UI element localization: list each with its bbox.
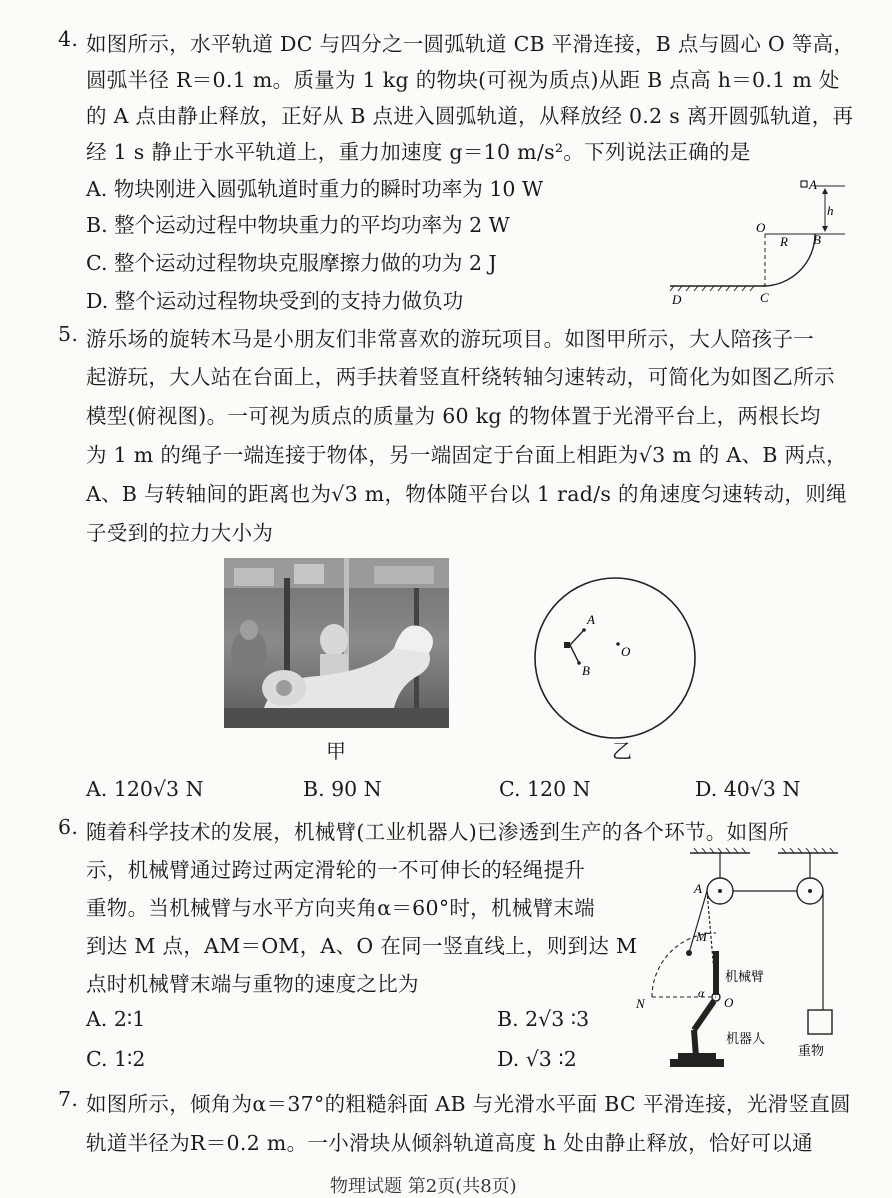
- robot-base-icon: [678, 1053, 716, 1059]
- q6-option-c[interactable]: C. 1∶2: [86, 1047, 146, 1071]
- q6-number: 6.: [58, 815, 79, 839]
- carousel-photo: [224, 558, 449, 728]
- label-o: O: [621, 644, 631, 659]
- label-b: B: [813, 232, 821, 247]
- q4-number: 4.: [58, 27, 79, 51]
- q6-stem-line-5: 点时机械臂末端与重物的速度之比为: [86, 972, 419, 996]
- label-robot: 机器人: [726, 1031, 766, 1046]
- label-b: B: [582, 663, 590, 678]
- q4-figure-track-diagram: [660, 170, 850, 310]
- q6-stem-line-1: 随着科学技术的发展，机械臂(工业机器人)已渗透到生产的各个环节。如图所: [86, 820, 789, 844]
- q6-stem-line-2: 示，机械臂通过跨过两定滑轮的一不可伸长的轻绳提升: [86, 858, 586, 882]
- q6-option-b[interactable]: B. 2√3 ∶3: [497, 1007, 590, 1031]
- q5-option-c[interactable]: C. 120 N: [499, 777, 591, 801]
- q7-number: 7.: [58, 1087, 79, 1111]
- q4-stem-line-4: 经 1 s 静止于水平轨道上，重力加速度 g＝10 m/s²。下列说法正确的是: [86, 140, 751, 164]
- label-alpha: α: [698, 986, 705, 1000]
- q5-stem-line-4: 为 1 m 的绳子一端连接于物体，另一端固定于台面上相距为√3 m 的 A、B 两点，: [86, 443, 847, 467]
- q4-option-c[interactable]: C. 整个运动过程物块克服摩擦力做的功为 2 J: [86, 251, 497, 275]
- label-a: A: [587, 612, 595, 627]
- q5-stem-line-6: 子受到的拉力大小为: [86, 521, 274, 545]
- q5-stem-line-2: 起游玩，大人站在台面上，两手扶着竖直杆绕转轴匀速转动，可简化为如图乙所示: [86, 365, 835, 389]
- q6-stem-line-4: 到达 M 点，AM＝OM，A、O 在同一竖直线上，则到达 M: [86, 934, 638, 958]
- label-o: O: [756, 220, 766, 235]
- object-mass-icon: [564, 642, 570, 648]
- weight-block-icon: [808, 1010, 832, 1034]
- q5-number: 5.: [58, 322, 79, 346]
- label-o: O: [724, 995, 734, 1010]
- q6-figure-robot-arm: [630, 845, 850, 1075]
- q4-stem-line-1: 如图所示，水平轨道 DC 与四分之一圆弧轨道 CB 平滑连接，B 点与圆心 O 等高，: [86, 32, 855, 56]
- caption-yi: 乙: [612, 739, 632, 763]
- label-weight: 重物: [798, 1043, 825, 1058]
- label-d: D: [672, 292, 682, 307]
- q4-option-d[interactable]: D. 整个运动过程物块受到的支持力做负功: [86, 289, 464, 313]
- q5-figure-top-view: [530, 570, 705, 745]
- q4-stem-line-3: 的 A 点由静止释放，正好从 B 点进入圆弧轨道，从释放经 0.2 s 离开圆弧轨道，再: [86, 104, 854, 128]
- q5-stem-line-3: 模型(俯视图)。一可视为质点的质量为 60 kg 的物体置于光滑平台上，两根长均: [86, 404, 821, 428]
- label-n: N: [636, 996, 645, 1011]
- q6-option-d[interactable]: D. √3 ∶2: [497, 1047, 577, 1071]
- label-h: h: [827, 203, 834, 218]
- block-icon: [801, 181, 807, 187]
- q6-stem-line-3: 重物。当机械臂与水平方向夹角α＝60°时，机械臂末端: [86, 896, 595, 920]
- label-a: A: [694, 881, 702, 896]
- q4-option-b[interactable]: B. 整个运动过程中物块重力的平均功率为 2 W: [86, 213, 510, 237]
- caption-jia: 甲: [326, 739, 346, 763]
- q7-stem-line-2: 轨道半径为R＝0.2 m。一小滑块从倾斜轨道高度 h 处由静止释放，恰好可以通: [86, 1131, 813, 1155]
- label-r: R: [780, 234, 788, 249]
- q5-option-a[interactable]: A. 120√3 N: [86, 777, 204, 801]
- q5-option-d[interactable]: D. 40√3 N: [695, 777, 801, 801]
- q7-stem-line-1: 如图所示，倾角为α＝37°的粗糙斜面 AB 与光滑水平面 BC 平滑连接，光滑竖直圆: [86, 1092, 851, 1116]
- q6-option-a[interactable]: A. 2∶1: [86, 1007, 146, 1031]
- q5-stem-line-5: A、B 与转轴间的距离也为√3 m，物体随平台以 1 rad/s 的角速度匀速转动，则绳: [86, 482, 847, 506]
- label-arm: 机械臂: [725, 969, 765, 984]
- q5-option-b[interactable]: B. 90 N: [303, 777, 382, 801]
- label-c: C: [760, 290, 769, 305]
- label-a: A: [809, 177, 817, 192]
- q4-stem-line-2: 圆弧半径 R＝0.1 m。质量为 1 kg 的物块(可视为质点)从距 B 点高 h＝0.1 m 处: [86, 68, 840, 92]
- page-footer: 物理试题 第2页(共8页): [330, 1176, 517, 1197]
- q5-stem-line-1: 游乐场的旋转木马是小朋友们非常喜欢的游玩项目。如图甲所示，大人陪孩子一: [86, 327, 814, 351]
- label-m: M: [696, 929, 707, 944]
- q4-option-a[interactable]: A. 物块刚进入圆弧轨道时重力的瞬时功率为 10 W: [86, 177, 544, 201]
